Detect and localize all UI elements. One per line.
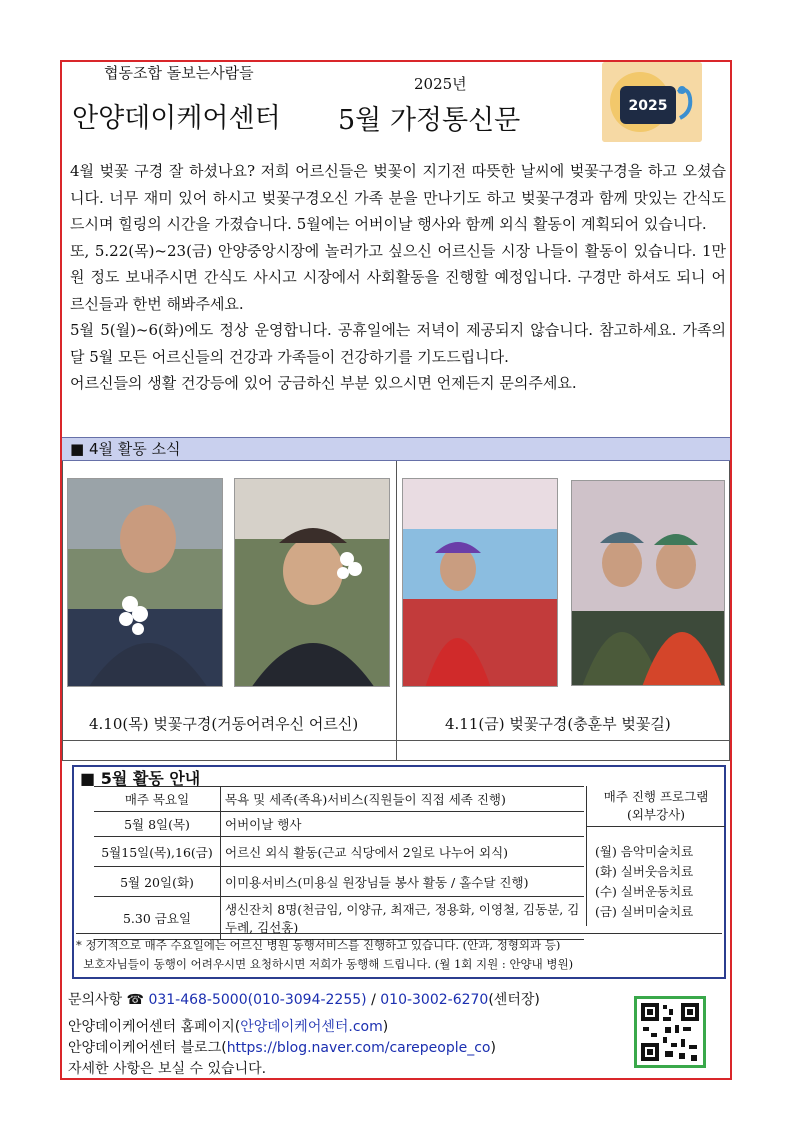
intro-paragraph: 또, 5.22(목)~23(금) 안양중앙시장에 놀러가고 싶으신 어르신들 시장 나들이 활동이 있습니다. 1만원 정도 보내주시면 간식도 사시고 시장에서 사회활동을 진행할 예정입니다. 구경만 하셔도 되니 어르신들과 한번 해봐주세요.: [70, 241, 726, 313]
phone-main-link[interactable]: 031-468-5000(010-3094-2255): [148, 992, 367, 1008]
org-name: 협동조합 돌보는사람들: [104, 64, 254, 82]
intro-paragraph: 어르신들의 생활 건강등에 있어 궁금하신 부분 있으시면 언제든지 문의주세요.: [70, 374, 577, 392]
logo-year-text: 2025: [628, 98, 668, 114]
photo-caption-left: 4.10(목) 벚꽃구경(거동어려우신 어르신): [89, 715, 359, 733]
schedule-desc: 어버이날 행사: [221, 812, 585, 837]
year-2025-logo: [602, 62, 702, 142]
phone-director-suffix: (센터장): [488, 992, 540, 1008]
homepage-label: 안양데이케어센터 홈페이지(: [68, 1019, 241, 1035]
grid-line: [62, 760, 730, 761]
grid-line: [396, 461, 397, 760]
contact-label: 문의사항 ☎: [68, 992, 149, 1008]
hospital-escort-note: [76, 933, 722, 974]
homepage-link[interactable]: 안양데이케어센터.com: [240, 1019, 383, 1035]
may-section-title: ■ 5월 활동 안내: [80, 769, 201, 788]
footer-note: 자세한 사항은 보실 수 있습니다.: [68, 1061, 267, 1077]
weekly-subtitle: (외부강사): [626, 807, 686, 822]
schedule-desc: 이미용서비스(미용실 원장님들 봉사 활동 / 홀수달 진행): [221, 867, 585, 897]
photo-elder-cherry-blossom-2: [234, 478, 390, 687]
schedule-desc: 어르신 외식 활동(근교 식당에서 2일로 나누어 외식): [221, 837, 585, 867]
schedule-date: 5.30 금요일: [94, 897, 221, 940]
table-row: [94, 787, 584, 812]
intro-paragraph: 4월 벚꽃 구경 잘 하셨나요? 저희 어르신들은 벚꽃이 지기전 따뜻한 날씨에 벚꽃구경을 하고 오셨습니다. 너무 재미 있어 하시고 벚꽃구경오신 가족 분을 만나기도 하고 벚꽃구경과 함께 맛있는 간식도 드시며 힐링의 시간을 가졌습니다. 5월에는 어버이날 행사와 함께 외식 활동이 계획되어 있습니다.: [70, 162, 726, 233]
april-section-title: ■ 4월 활동 소식: [62, 437, 730, 461]
qr-code-icon[interactable]: [634, 996, 706, 1068]
phone-director-link[interactable]: 010-3002-6270: [380, 992, 489, 1008]
newsletter-title: 5월 가정통신문: [338, 105, 521, 136]
paren-close: ): [490, 1040, 496, 1056]
phone-separator: /: [366, 992, 381, 1008]
note-line: 보호자님들이 동행이 어려우시면 요청하시면 저희가 동행해 드립니다. (월 1회 지원 : 안양내 병원): [76, 957, 574, 971]
photo-elder-cherry-blossom-1: [67, 478, 223, 687]
weekly-programs: [586, 786, 725, 926]
grid-line: [729, 461, 730, 760]
note-line: * 정기적으로 매주 수요일에는 어르신 병원 동행서비스를 진행하고 있습니다. (안과, 정형외과 등): [76, 938, 561, 952]
schedule-desc: 목욕 및 세족(족욕)서비스(직원들이 직접 세족 진행): [221, 787, 585, 812]
center-name: 안양데이케어센터: [72, 103, 281, 134]
list-item: (수) 실버운동치료: [595, 884, 694, 899]
year-label: 2025년: [414, 75, 467, 93]
photo-elder-tulip-field: [402, 478, 558, 687]
weekly-program-list: [587, 842, 693, 922]
intro-paragraph: 5월 5(월)~6(화)에도 정상 운영합니다. 공휴일에는 저녁이 제공되지 않습니다. 참고하세요. 가족의 달 5월 모든 어르신들의 건강과 가족들이 건강하기를 기도드립니다.: [70, 321, 726, 366]
grid-line: [62, 461, 63, 760]
table-row: [94, 812, 584, 837]
blog-label: 안양데이케어센터 블로그(: [68, 1040, 227, 1056]
list-item: (월) 음악미술치료: [595, 844, 694, 859]
weekly-title: 매주 진행 프로그램: [603, 789, 709, 804]
schedule-desc: 생신잔치 8명(천금임, 이양규, 최재근, 정용화, 이영철, 김동분, 김두례, 김선홍): [221, 897, 585, 940]
photo-caption-right: 4.11(금) 벚꽃구경(충훈부 벚꽃길): [445, 715, 671, 733]
schedule-date: 매주 목요일: [94, 787, 221, 812]
schedule-date: 5월15일(목),16(금): [94, 837, 221, 867]
paren-close: ): [382, 1019, 389, 1035]
homepage-line: [68, 1017, 540, 1038]
schedule-date: 5월 20일(화): [94, 867, 221, 897]
table-row: [94, 867, 584, 897]
blog-link[interactable]: https://blog.naver.com/carepeople_co: [226, 1040, 491, 1056]
list-item: (화) 실버웃음치료: [595, 864, 694, 879]
list-item: (금) 실버미술치료: [595, 904, 694, 919]
table-row: [94, 837, 584, 867]
schedule-date: 5월 8일(목): [94, 812, 221, 837]
photo-elders-cherry-blossom-street: [571, 480, 725, 686]
blog-line: [68, 1038, 540, 1059]
contact-info: [68, 990, 540, 1080]
weekly-programs-header: [587, 786, 725, 827]
intro-text: [70, 158, 726, 397]
contact-phone-line: [68, 990, 540, 1011]
may-schedule-table: [94, 786, 584, 940]
grid-line: [62, 740, 730, 741]
